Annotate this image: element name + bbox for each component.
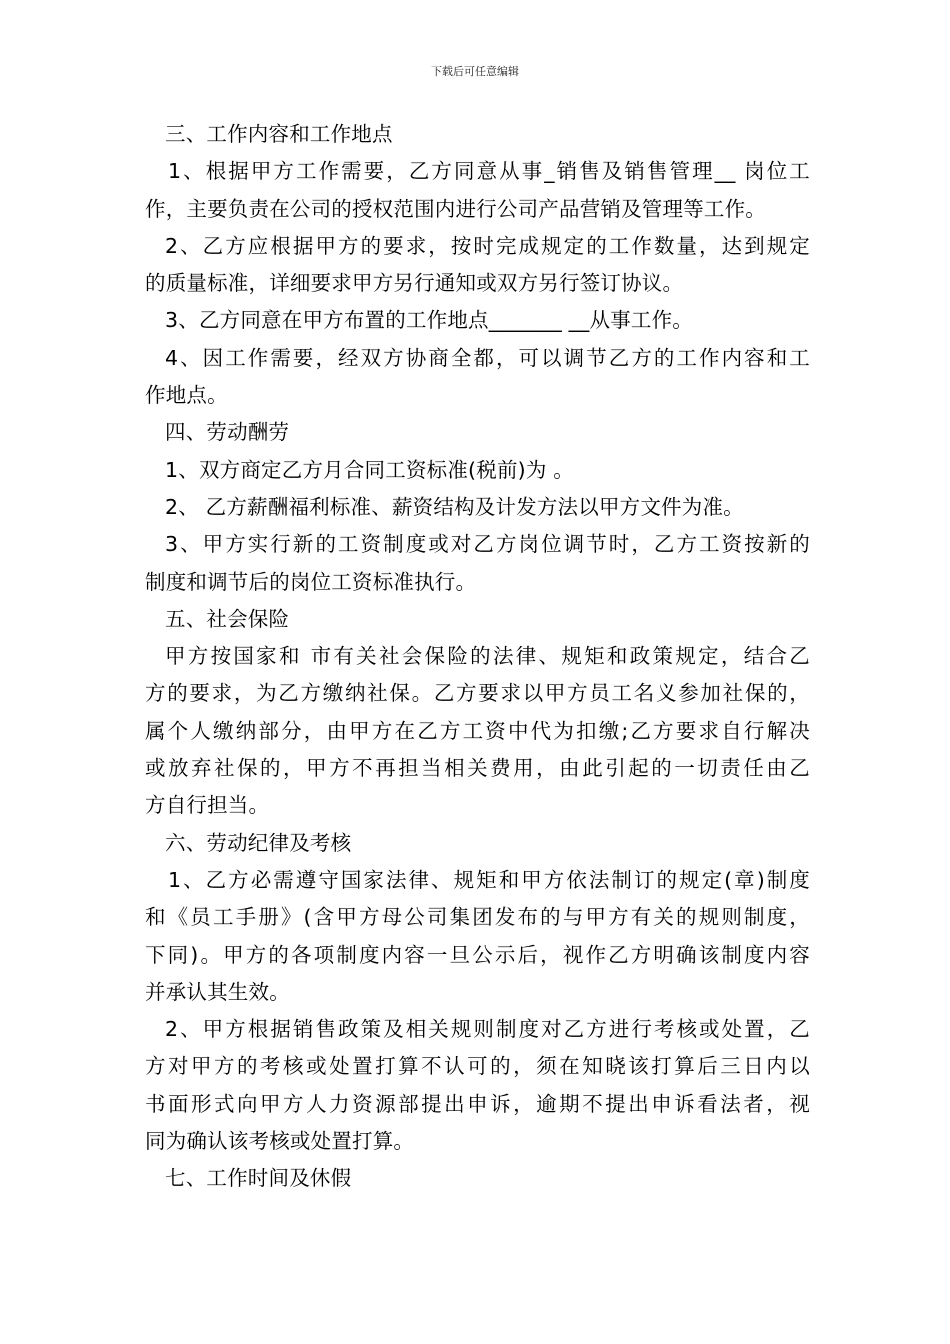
text-line: 1、乙方必需遵守国家法律、规矩和甲方依法制订的规定(章)制度 (168, 867, 810, 892)
text-line: 2、乙方应根据甲方的要求，按时完成规定的工作数量，达到规定 (165, 233, 810, 258)
text-line: 制度和调节后的岗位工资标准执行。 (145, 569, 477, 594)
text-line: 方的要求，为乙方缴纳社保。乙方要求以甲方员工名义参加社保的， (145, 681, 810, 706)
text-line: 4、因工作需要，经双方协商全都，可以调节乙方的工作内容和工 (165, 345, 810, 370)
text-line: 1、根据甲方工作需要，乙方同意从事_销售及销售管理__ 岗位工 (168, 159, 810, 184)
text-line: 三、工作内容和工作地点 (165, 122, 393, 146)
text-line: 五、社会保险 (165, 606, 290, 631)
text-line: 和《员工手册》(含甲方母公司集团发布的与甲方有关的规则制度， (145, 905, 810, 930)
text-line: 1、双方商定乙方月合同工资标准(税前)为 。 (165, 457, 574, 482)
text-line: 六、劳动纪律及考核 (165, 830, 352, 855)
text-line: 作，主要负责在公司的授权范围内进行公司产品营销及管理等工作。 (145, 196, 766, 221)
text-line: 属个人缴纳部分，由甲方在乙方工资中代为扣缴;乙方要求自行解决 (145, 718, 810, 743)
text-line: 2、甲方根据销售政策及相关规则制度对乙方进行考核或处置，乙 (165, 1017, 810, 1042)
text-line: 3、乙方同意在甲方布置的工作地点_______ __从事工作。 (165, 308, 694, 333)
text-line: 的质量标准，详细要求甲方另行通知或双方另行签订协议。 (145, 271, 684, 296)
text-line: 四、劳动酬劳 (165, 420, 290, 445)
text-line: 2、 乙方薪酬福利标准、薪资结构及计发方法以甲方文件为准。 (165, 494, 744, 519)
text-line: 3、甲方实行新的工资制度或对乙方岗位调节时，乙方工资按新的 (165, 532, 810, 557)
text-line: 书面形式向甲方人力资源部提出申诉，逾期不提出申诉看法者，视 (145, 1091, 810, 1116)
text-line: 方自行担当。 (145, 793, 270, 818)
text-line: 或放弃社保的，甲方不再担当相关费用，由此引起的一切责任由乙 (145, 756, 810, 781)
text-line: 甲方按国家和 市有关社会保险的法律、规矩和政策规定，结合乙 (165, 644, 810, 669)
text-line: 方对甲方的考核或处置打算不认可的，须在知晓该打算后三日内以 (145, 1054, 810, 1079)
document-body (145, 116, 810, 1198)
text-line: 七、工作时间及休假 (165, 1166, 352, 1191)
text-line: 下同)。甲方的各项制度内容一旦公示后，视作乙方明确该制度内容 (145, 942, 810, 967)
page-header: 下载后可任意编辑 (431, 65, 519, 78)
text-line: 作地点。 (145, 383, 228, 408)
text-line: 同为确认该考核或处置打算。 (145, 1129, 415, 1154)
text-line: 并承认其生效。 (145, 979, 290, 1004)
